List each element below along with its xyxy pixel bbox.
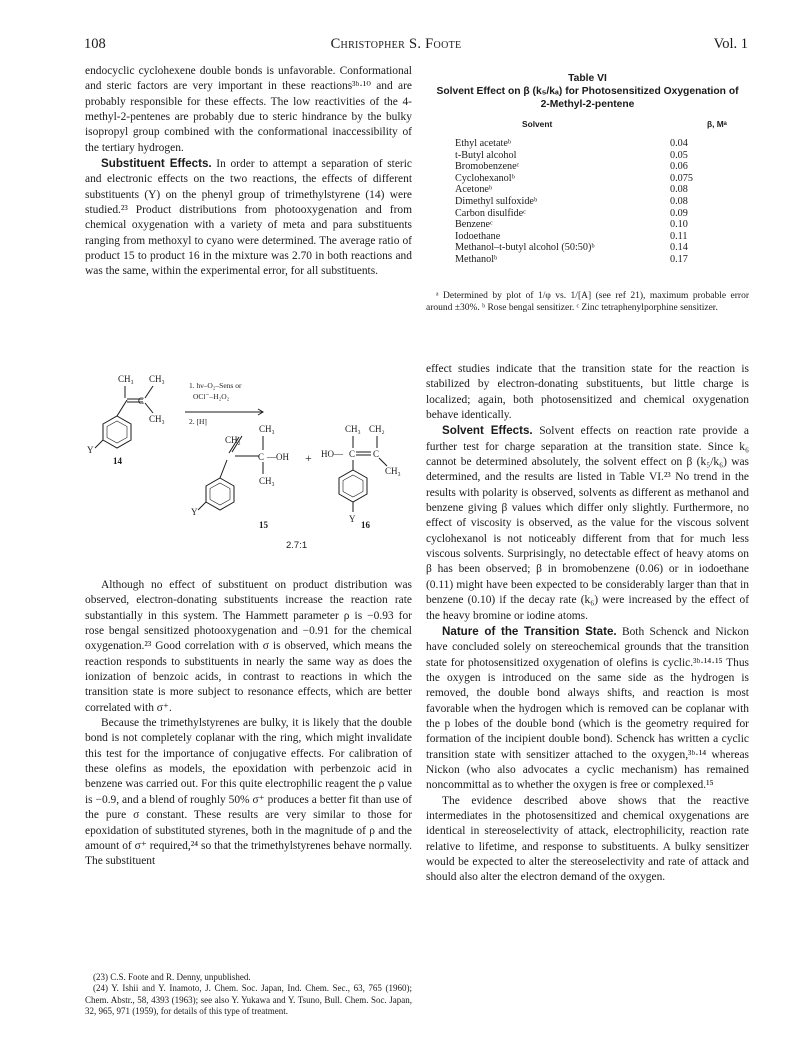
- atom-label-ch3: CH₃: [345, 424, 361, 434]
- table-cell-solvent: Cyclohexanolᵇ: [455, 172, 515, 184]
- table-number: Table VI: [568, 73, 607, 84]
- table-row: [455, 242, 745, 254]
- product-ratio: 2.7:1: [286, 540, 308, 551]
- compound-label-15: 15: [259, 520, 268, 530]
- atom-label-y: Y: [191, 507, 198, 517]
- table-footnote: [426, 290, 749, 315]
- table-row: [455, 138, 745, 150]
- atom-label-ch2: CH₂: [225, 435, 241, 445]
- reagent-text: OCl⁻–H₂O₂: [193, 392, 230, 401]
- table-row: [455, 231, 745, 243]
- table-cell-beta: 0.075: [670, 172, 693, 184]
- left-column-bottom: [85, 578, 412, 870]
- compound-label-16: 16: [361, 520, 370, 530]
- table-cell-solvent: Carbon disulfideᶜ: [455, 207, 526, 219]
- section-heading: Solvent Effects.: [442, 424, 533, 438]
- plus-sign: +: [305, 451, 312, 465]
- compound-label-14: 14: [113, 456, 122, 466]
- table-cell-solvent: Methanolᵇ: [455, 254, 498, 266]
- table-row: [455, 254, 745, 266]
- table-caption-line: 2-Methyl-2-pentene: [540, 99, 635, 110]
- paragraph-text: In order to attempt a separation of steric and electronic effects on the two reactions, the effects of different substituents (Y) on the phenyl group of trimethylstyrene (14) were studied.²³ Product distributions from photooxygenation and from chemical oxygenation with a variety of meta and para substituents ranging from methoxyl to cyano were determined. The average ratio of product 15 to product 16 in the mixture was 2.70 in both reactions and was the same, within the experimental error, for all substituents.: [85, 158, 412, 278]
- paragraph: effect studies indicate that the transition state for the reaction is stabilized by electron-donating substituents, but little charge is localized; again, both photosensitized and chemical oxygenation behave identically.: [426, 363, 749, 422]
- table-cell-solvent: Iodoethane: [455, 230, 501, 242]
- atom-label-c: C: [258, 452, 265, 462]
- atom-label-y: Y: [87, 445, 94, 455]
- table-cell-beta: 0.06: [670, 161, 688, 173]
- table-cell-solvent: Bromobenzeneᶜ: [455, 161, 520, 173]
- section-heading: Substituent Effects.: [101, 157, 212, 171]
- atom-label-ho: HO—: [321, 449, 343, 459]
- table-cell-beta: 0.11: [670, 230, 688, 242]
- benzene-ring-inner-14: [107, 421, 127, 443]
- table-cell-beta: 0.14: [670, 242, 688, 254]
- table-title: [426, 72, 749, 111]
- table-cell-beta: 0.09: [670, 207, 688, 219]
- paragraph: Although no effect of substituent on product distribution was observed, electron-donating substituents increase the reaction rate substantially in this system. The Hammett parameter ρ is −0.93 for rose bengal sensitized photooxygenation and −0.91 for the chemical oxygenation.²³ Good correlation with σ is observed, which means the reaction responds to substituents in nearly the same way as does the ionization of benzoic acids, in contrast to reactions in which the transition state is more subject to resonance effects, which are better correlated with σ⁺.: [85, 579, 412, 714]
- reaction-scheme: [85, 366, 412, 562]
- table-cell-beta: 0.10: [670, 219, 688, 231]
- table-row: [455, 161, 745, 173]
- table-footnote-text: ᵃ Determined by plot of 1/φ vs. 1/[A] (see ref 21), maximum probable error around ±30%. ᵇ Rose bengal sensitizer. ᶜ Zinc tetraphenylporphine sensitizer.: [426, 291, 749, 314]
- paragraph: Because the trimethylstyrenes are bulky, it is likely that the double bond is not completely coplanar with the ring, which might invalidate this test for the importance of conjugative effects. For calibration of these olefins as models, the epoxidation with perbenzoic acid in benzene was carried out. For this quite electrophilic reagent the ρ value is −0.9, and a blend of roughly 50% σ⁺ produces a better fit than use of the pure σ constant. These results are very similar to those for epoxidation of substituted styrenes, both in the magnitude of ρ and the amount of σ⁺ required,²⁴ so that the trimethylstyrenes behave normally. The substituent: [85, 717, 412, 868]
- table-cell-beta: 0.05: [670, 149, 688, 161]
- atom-label-ch3: CH₃: [385, 466, 401, 476]
- atom-label-ch2: CH₂: [369, 424, 385, 434]
- table-cell-beta: 0.08: [670, 184, 688, 196]
- atom-label-c: C: [138, 396, 145, 406]
- table-cell-beta: 0.08: [670, 196, 688, 208]
- atom-label-ch3: CH₃: [149, 374, 165, 384]
- atom-label-ch3: CH₃: [259, 476, 275, 486]
- table-cell-beta: 0.17: [670, 254, 688, 266]
- footnote-24: (24) Y. Ishii and Y. Inamoto, J. Chem. Soc. Japan, Ind. Chem. Sec., 63, 765 (1960); Chem. Abstr., 58, 4393 (1963); see also Y. Yukawa and Y. Tsuno, Bull. Chem. Soc. Japan, 32, 965, 971 (1959), for details of this type of treatment.: [85, 983, 412, 1017]
- table-row: [455, 219, 745, 231]
- left-column-top: [85, 64, 412, 280]
- paragraph: [85, 156, 412, 280]
- table-header-beta: β, Mᵃ: [707, 119, 727, 129]
- table-cell-beta: 0.04: [670, 138, 688, 149]
- page-number: 108: [84, 36, 106, 52]
- atom-label-c: C: [349, 449, 356, 459]
- atom-label-y: Y: [349, 514, 356, 524]
- table-caption-line: Solvent Effect on β (k₅/kₐ) for Photosensitized Oxygenation of: [436, 86, 739, 97]
- reagent-text: 1. hν–O₂–Sens or: [189, 381, 242, 390]
- right-column: [426, 362, 749, 886]
- table-cell-solvent: Benzeneᶜ: [455, 219, 493, 231]
- table-header-solvent: Solvent: [522, 119, 553, 129]
- paragraph: [426, 624, 749, 794]
- table-row: [455, 184, 745, 196]
- table-row: [455, 208, 745, 220]
- footnotes: [85, 972, 412, 1018]
- footnote-23: (23) C.S. Foote and R. Denny, unpublished.: [93, 972, 251, 982]
- section-heading: Nature of the Transition State.: [442, 624, 617, 638]
- table-cell-solvent: t-Butyl alcohol: [455, 149, 517, 161]
- paragraph-text: Both Schenck and Nickon have concluded solely on stereochemical grounds that the transition state for photosensitized oxygenation of olefins is cyclic.³ᵇ·¹⁴·¹⁵ Thus the oxygen is introduced on the same side as the hydrogen is removed, the double bond always shifts, and reaction is most favorable when the hydrogen which is removed can be coplanar with the p lobes of the double bond (which is the geometry required for formation of the incipient double bond). Schenck has written a cyclic transition state with sensitizer attached to the oxygen,³ᵇ·¹⁴ whereas Nickon (who also advocates a cyclic mechanism) has remained noncommittal as to whether the oxygen is free or complexed.¹⁵: [426, 625, 749, 792]
- paragraph: The evidence described above shows that the reactive intermediates in the photosensitized and chemical oxygenations are identical in stereoselectivity of attack, electrophilicity, reaction rate relative to lifetime, and response to substituents. A bulky sensitizer would be expected to alter the stereoselectivity and rate of attack and should also alter the electron demand of the oxygen.: [426, 794, 749, 884]
- table-cell-solvent: Acetoneᵇ: [455, 184, 493, 196]
- atom-label-oh: —OH: [267, 452, 289, 462]
- atom-label-ch3: CH₃: [259, 424, 275, 434]
- table-cell-solvent: Methanol–t-butyl alcohol (50:50)ᵇ: [455, 242, 595, 254]
- table-cell-solvent: Ethyl acetateᵇ: [455, 138, 512, 149]
- running-head-author: Christopher S. Foote: [330, 36, 462, 52]
- table-row: [455, 196, 745, 208]
- volume-label: Vol. 1: [713, 36, 748, 52]
- table-body: [455, 138, 745, 266]
- paragraph: endocyclic cyclohexene double bonds is unfavorable. Conformational and steric factors are very important in these reactions³ᵇ·¹⁰ and are probably responsible for these effects. The low reactivities of the 4-methyl-2-pentenes are probably due to steric hindrance by the bulky isopropyl group combined with the conformational inaccessibility of the tertiary hydrogen.: [85, 65, 412, 154]
- table-cell-solvent: Dimethyl sulfoxideᵇ: [455, 196, 538, 208]
- paragraph-text: Solvent effects on reaction rate provide a further test for charge separation at the transition state. Since k₆ cannot be determined absolutely, the solvent effect on β (k₅/k₆) was determined, and the results are listed in Table VI.²³ No trend in the results with polarity is observed, solvents as different as methanol and benzene giving β values which differ only slightly. Furthermore, no effect of viscosity is observed, as the value for the viscous solvent cyclohexanol is not noticeably different from that for much less viscous solvents. Surprisingly, no detectable effect of heavy atoms on β has been observed; β in bromobenzene (0.06) or in iodoethane (0.11) might have been expected to be considerably larger than that in benzene (0.10) if the decay rate (k₆) were increased by the effect of the heavy bromine or iodine atoms.: [426, 425, 749, 622]
- atom-label-ch3: CH₃: [149, 414, 165, 424]
- paragraph: [426, 423, 749, 623]
- atom-label-c: C: [373, 449, 380, 459]
- table-row: [455, 150, 745, 162]
- atom-label-ch3: CH₃: [118, 374, 134, 384]
- table-row: [455, 173, 745, 185]
- reagent-text: 2. [H]: [189, 417, 207, 426]
